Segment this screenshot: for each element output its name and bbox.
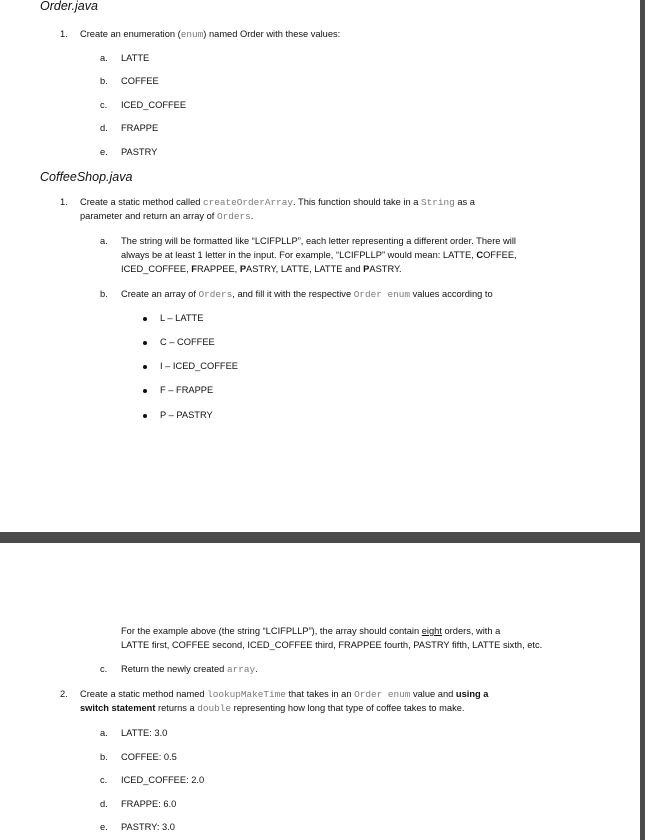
item-2-line-2: switch statement returns a double representing how long that type of coffee takes to make.: [80, 703, 465, 714]
list-marker: 1.: [60, 29, 68, 39]
list-marker: b.: [100, 76, 108, 86]
example-line-1: For the example above (the string “LCIFPLLP”), the array should contain eight orders, with a: [121, 626, 501, 636]
enum-value-latte: LATTE: [121, 53, 150, 63]
inline-code: Orders: [216, 211, 251, 222]
list-marker: a.: [100, 236, 108, 246]
inline-code: lookupMakeTime: [207, 689, 286, 700]
bullet-icon: [143, 389, 147, 393]
list-marker: e.: [100, 147, 108, 157]
inline-code: Orders: [198, 289, 233, 300]
cs-sub-a-line-3: ICED_COFFEE, FRAPPEE, PASTRY, LATTE, LATTE and PASTRY.: [121, 264, 402, 274]
list-marker: d.: [100, 799, 108, 809]
order-java-heading: Order.java: [40, 0, 98, 13]
cs-item-1-line-2: parameter and return an array of Orders.: [80, 211, 254, 222]
list-marker: b.: [100, 752, 108, 762]
inline-code: createOrderArray: [203, 197, 294, 208]
list-marker: e.: [100, 822, 108, 832]
cs-sub-a-line-2: always be at least 1 letter in the input. For example, “LCIFPLLP” would mean: LATTE, COFFEE,: [121, 250, 517, 260]
sub-c-text: Return the newly created array.: [121, 664, 258, 675]
list-marker: c.: [100, 775, 108, 785]
list-marker: a.: [100, 728, 108, 738]
list-marker: a.: [100, 53, 108, 63]
time-latte: LATTE: 3.0: [121, 728, 168, 738]
list-marker: b.: [100, 289, 108, 299]
list-marker: c.: [100, 100, 108, 110]
enum-value-iced-coffee: ICED_COFFEE: [121, 100, 187, 110]
time-pastry: PASTRY: 3.0: [121, 822, 175, 832]
inline-code: Order enum: [354, 689, 411, 700]
list-marker: c.: [100, 664, 108, 674]
inline-code: array: [226, 664, 256, 675]
inline-code: double: [197, 703, 232, 714]
time-frappe: FRAPPE: 6.0: [121, 799, 177, 809]
document-page-2: [0, 543, 640, 840]
cs-sub-a-line-1: The string will be formatted like “LCIFPLLP”, each letter representing a different order. There will: [121, 236, 516, 246]
bullet-icon: [143, 341, 147, 345]
list-marker: d.: [100, 123, 108, 133]
mapping-p: P – PASTRY: [160, 410, 213, 420]
time-iced-coffee: ICED_COFFEE: 2.0: [121, 775, 205, 785]
mapping-c: C – COFFEE: [160, 337, 215, 347]
inline-code: Order enum: [353, 289, 410, 300]
bullet-icon: [143, 365, 147, 369]
mapping-f: F – FRAPPE: [160, 385, 214, 395]
bullet-icon: [143, 317, 147, 321]
enum-value-coffee: COFFEE: [121, 76, 159, 86]
list-marker: 2.: [60, 689, 68, 699]
inline-code: enum: [180, 29, 204, 40]
cs-sub-b-text: Create an array of Orders, and fill it with the respective Order enum values according to: [121, 289, 493, 300]
cs-item-1-line-1: Create a static method called createOrderArray. This function should take in a String as a: [80, 197, 475, 208]
inline-code: String: [421, 197, 455, 208]
example-line-2: LATTE first, COFFEE second, ICED_COFFEE third, FRAPPEE fourth, PASTRY fifth, LATTE sixth, etc.: [121, 640, 543, 650]
mapping-i: I – ICED_COFFEE: [160, 361, 239, 371]
enum-value-pastry: PASTRY: [121, 147, 158, 157]
list-marker: 1.: [60, 197, 68, 207]
enum-value-frappe: FRAPPE: [121, 123, 159, 133]
bullet-icon: [143, 414, 147, 418]
time-coffee: COFFEE: 0.5: [121, 752, 177, 762]
order-item-1-text: Create an enumeration (enum) named Order with these values:: [80, 29, 341, 40]
item-2-line-1: Create a static method named lookupMakeTime that takes in an Order enum value and using a: [80, 689, 489, 700]
coffeeshop-java-heading: CoffeeShop.java: [40, 170, 133, 184]
mapping-l: L – LATTE: [160, 313, 204, 323]
